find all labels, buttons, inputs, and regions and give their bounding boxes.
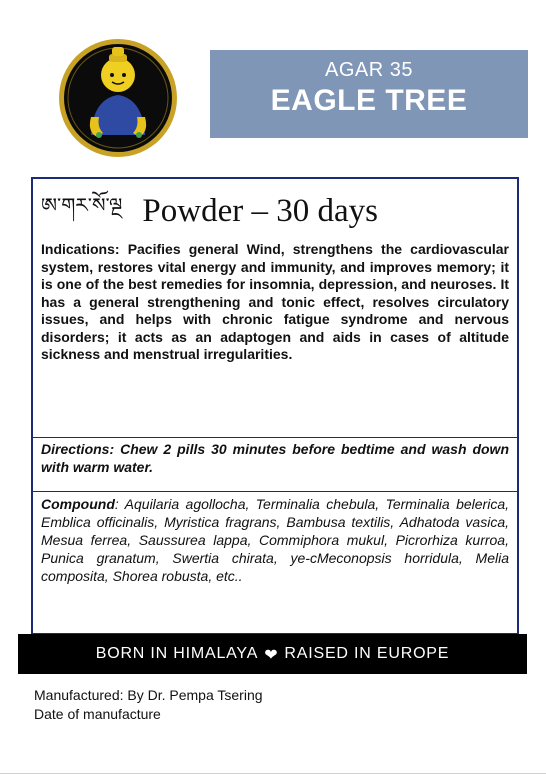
divider-compound — [33, 491, 517, 492]
heart-icon: ❤ — [264, 644, 279, 664]
slogan-right: RAISED IN EUROPE — [284, 645, 450, 662]
manufacturer-line: Manufactured: By Dr. Pempa Tsering — [34, 687, 263, 703]
divider-directions — [33, 437, 517, 438]
product-header — [210, 50, 528, 138]
manufacture-date-label: Date of manufacture — [34, 706, 161, 722]
compound-section — [41, 495, 509, 585]
title-row — [41, 187, 509, 235]
compound-text: : Aquilaria agollocha, Terminalia chebula, Terminalia belerica, Emblica officinalis, Myristica fragrans, Bambusa textilis, Adhatoda vasica, Mesua ferrea, Saussurea lappa, Commiphora mukul, Picrorhiza kurroa, Punica granatum, Swertia chirata, ye-cMeconopsis horridula, Melia composita, Shorea robusta, etc.. — [41, 496, 509, 584]
compound-label: Compound — [41, 496, 115, 512]
buddha-logo — [57, 37, 179, 159]
manufacturer-info — [34, 686, 263, 724]
product-name: EAGLE TREE — [270, 84, 468, 117]
page-bottom-rule — [0, 773, 546, 774]
tibetan-name: ཨ་གར་སོ་ལྔ — [41, 193, 123, 217]
slogan-left: BORN IN HIMALAYA — [95, 645, 259, 662]
directions-text: Directions: Chew 2 pills 30 minutes before bedtime and wash down with warm water. — [41, 441, 509, 475]
slogan-banner — [18, 634, 527, 674]
product-info-card — [31, 177, 519, 635]
product-title: Powder – 30 days — [142, 192, 378, 229]
indications-text: Indications: Pacifies general Wind, strengthens the cardiovascular system, restores vital energy and immunity, and improves memory; it is one of the best remedies for insomnia, depression, and neuroses. It has a general strengthening and tonic effect, resolves circulatory issues, and helps with chronic fatigue syndrome and nervous disorders; it acts as an adaptogen and aids in cases of altitude sickness and menstrual irregularities. — [41, 241, 509, 362]
buddha-logo-icon — [57, 37, 179, 159]
product-code: AGAR 35 — [325, 59, 413, 81]
